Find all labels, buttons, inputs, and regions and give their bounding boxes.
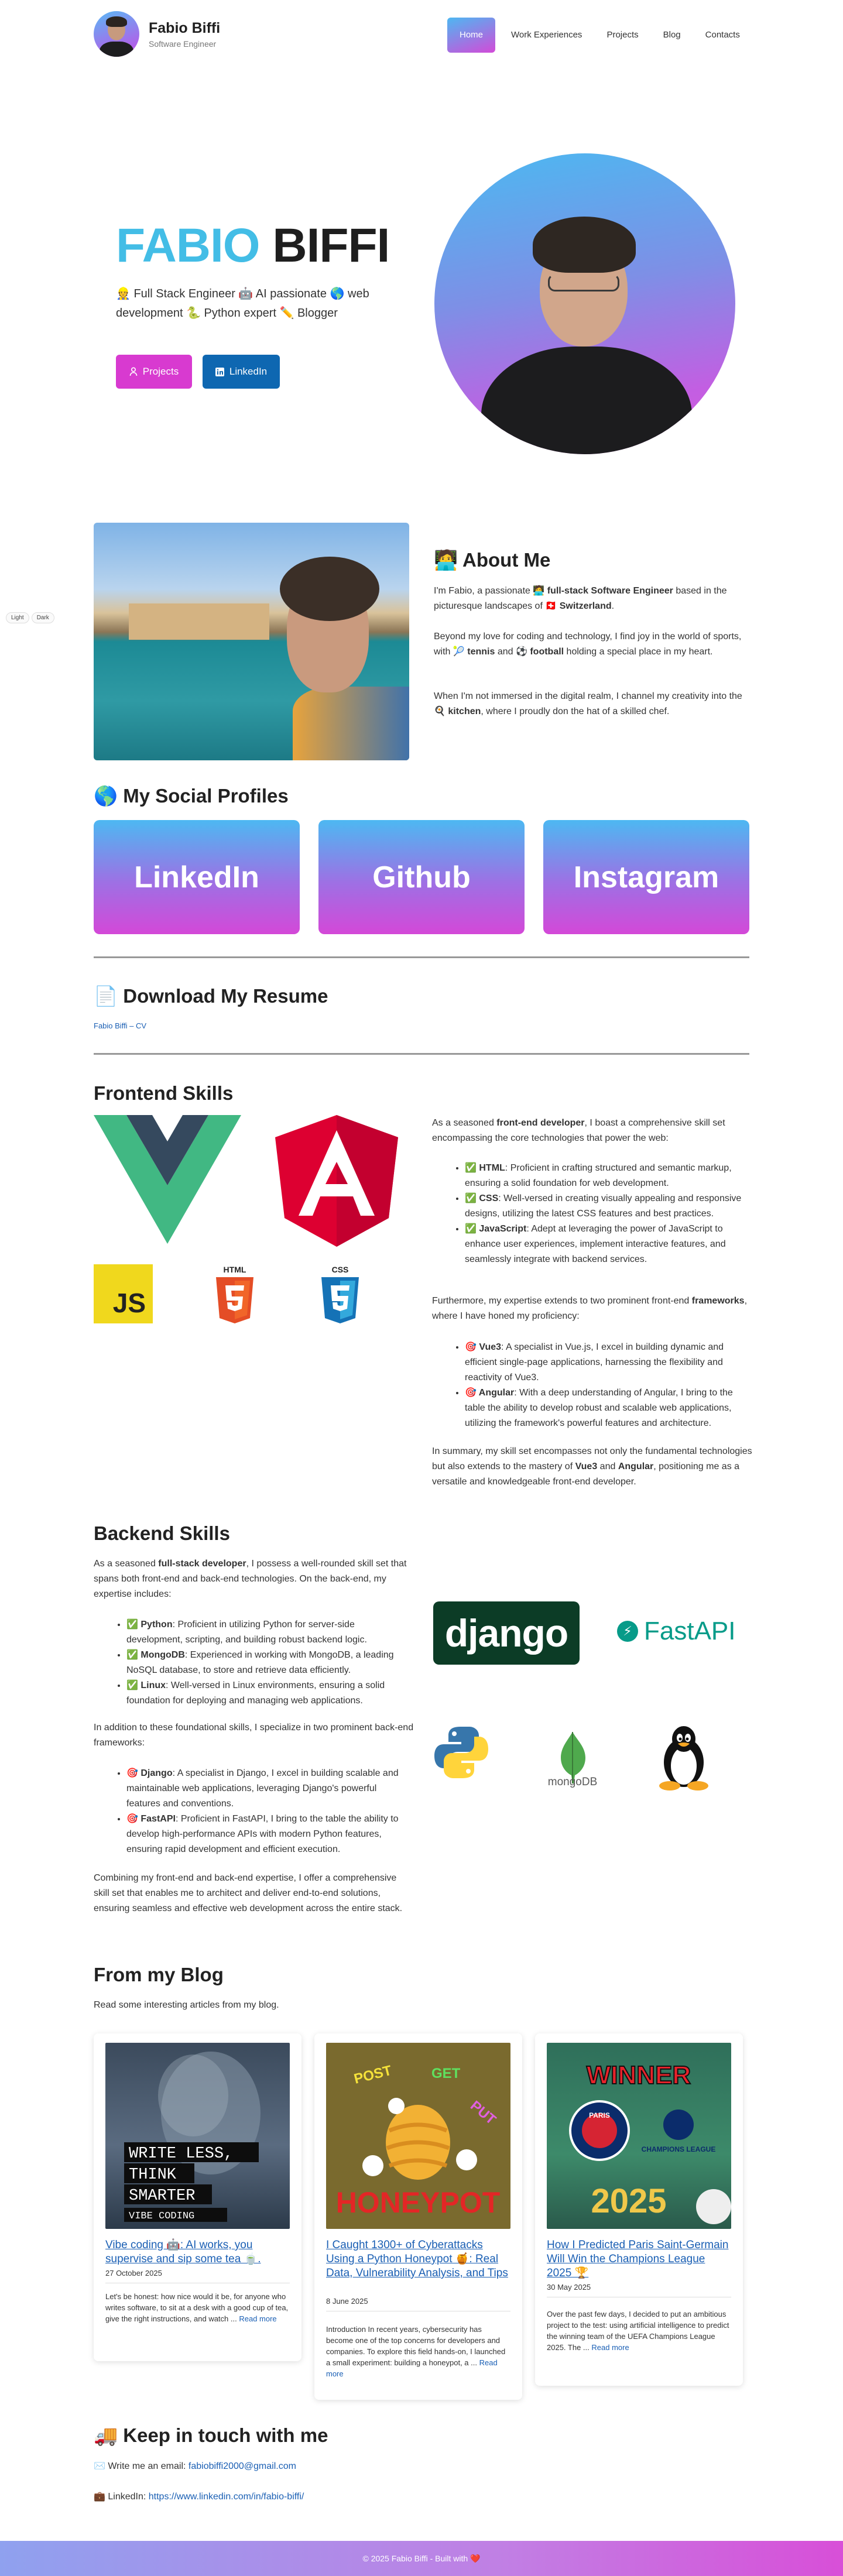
contact-linkedin-row: 💼 LinkedIn: https://www.linkedin.com/in/fabio-biffi/ — [94, 2492, 304, 2502]
about-title: 🧑‍💻 About Me — [434, 549, 551, 571]
theme-toggle — [6, 612, 54, 623]
linkedin-button-label: LinkedIn — [229, 366, 268, 377]
about-paragraph-2: Beyond my love for coding and technology, I find joy in the world of sports, with 🎾 tennis and ⚽ football holding a special place in my heart. — [434, 632, 742, 657]
blog-post-title[interactable]: Vibe coding 🤖: AI works, you supervise and sip some tea 🍵. — [105, 2239, 261, 2265]
person-icon — [129, 367, 138, 376]
blog-card[interactable] — [94, 2033, 301, 2361]
nav-home[interactable]: Home — [447, 18, 495, 53]
list-item: • 🎯 FastAPI: Proficient in FastAPI, I bring to the table the ability to develop high-performance APIs with modern Python features, ensuring rapid development and efficient execution. — [126, 1812, 412, 1857]
fastapi-logo-icon — [617, 1617, 736, 1646]
frontend-summary: In summary, my skill set encompasses not only the fundamental technologies but also extends to the mastery of Vue3 and Angular, positioning me as a versatile and knowledgeable front-end developer. — [432, 1446, 752, 1487]
social-card-linkedin[interactable]: LinkedIn — [94, 820, 300, 934]
blog-card[interactable] — [314, 2033, 522, 2400]
blog-image-text: POST — [352, 2062, 393, 2087]
css3-logo-icon — [319, 1264, 361, 1326]
social-card-instagram[interactable]: Instagram — [543, 820, 749, 934]
blog-post-summary: Let's be honest: how nice would it be, for anyone who writes software, to sit at a desk with a good cup of tea, give the right instructions, and watch ... Read more — [105, 2292, 289, 2323]
theme-dark-button[interactable]: Dark — [32, 612, 54, 623]
hero-subtitle: 👷 Full Stack Engineer 🤖 AI passionate 🌎 web development 🐍 Python expert ✏️ Blogger — [116, 287, 369, 320]
brand-role: Software Engineer — [149, 39, 217, 49]
frontend-title: Frontend Skills — [94, 1082, 234, 1104]
backend-core-list — [126, 1617, 412, 1709]
about-photo — [94, 523, 409, 760]
blog-image-text: HONEYPOT — [335, 2186, 501, 2219]
brand[interactable] — [94, 11, 220, 57]
list-item: • 🎯 Angular: With a deep understanding of Angular, I bring to the table the ability to develop robust and scalable web applications, utilizing the framework's powerful features and architecture. — [465, 1385, 753, 1431]
projects-button[interactable] — [116, 355, 192, 389]
blog-post-date: 8 June 2025 — [326, 2297, 368, 2306]
blog-image-text: PARIS — [589, 2111, 610, 2119]
resume-title: 📄 Download My Resume — [94, 985, 328, 1007]
blog-image-text: 2025 — [591, 2182, 667, 2220]
read-more-link[interactable]: Read more — [591, 2343, 629, 2352]
list-item: • ✅ Linux: Well-versed in Linux environments, ensuring a solid foundation for deploying and managing web applications. — [126, 1678, 412, 1709]
nav-work-experiences[interactable]: Work Experiences — [511, 30, 582, 40]
blog-post-summary: Introduction In recent years, cybersecurity has become one of the top concerns for developers and companies. To explore this field hands-on, I launched a small experiment: building a honeypot, a ... Read more — [326, 2325, 506, 2378]
list-item: • ✅ JavaScript: Adept at leveraging the power of JavaScript to enhance user experiences, implement interactive features, and seamlessly integrate with backend services. — [465, 1222, 745, 1267]
blog-post-date: 30 May 2025 — [547, 2283, 591, 2292]
blog-image-text: GET — [431, 2066, 461, 2081]
blog-image-text: SMARTER — [129, 2187, 196, 2205]
blog-subtitle: Read some interesting articles from my blog. — [94, 2000, 279, 2010]
linkedin-button[interactable] — [203, 355, 280, 389]
blog-image-text: PUT — [467, 2097, 499, 2128]
list-item: • 🎯 Vue3: A specialist in Vue.js, I excel in building dynamic and efficient single-page applications, harnessing the flexibility and reactivity of Vue3. — [465, 1340, 753, 1385]
divider — [94, 1053, 749, 1055]
linux-tux-icon — [656, 1724, 712, 1790]
nav-projects[interactable]: Projects — [606, 30, 639, 40]
read-more-link[interactable]: Read more — [239, 2314, 277, 2323]
blog-image-text: THINK — [129, 2166, 177, 2184]
angular-logo-icon — [275, 1115, 398, 1247]
frontend-mid: Furthermore, my expertise extends to two prominent front-end frameworks, where I have honed my proficiency: — [432, 1296, 748, 1321]
social-card-github[interactable]: Github — [318, 820, 525, 934]
lightning-icon: ⚡ — [617, 1621, 638, 1642]
blog-post-title[interactable]: How I Predicted Paris Saint-Germain Will Win the Champions League 2025 🏆 — [547, 2239, 729, 2279]
blog-post-date: 27 October 2025 — [105, 2269, 162, 2277]
backend-intro: As a seasoned full-stack developer, I possess a well-rounded skill set that spans both front-end and back-end technologies. On the back-end, my expertise includes: — [94, 1559, 407, 1599]
blog-image-honeypot — [326, 2043, 510, 2229]
list-item: • ✅ Python: Proficient in utilizing Python for server-side development, scripting, and building robust backend logic. — [126, 1617, 412, 1648]
blog-image-champions-league — [547, 2043, 731, 2229]
about-paragraph-3: When I'm not immersed in the digital realm, I channel my creativity into the 🍳 kitchen, where I proudly don the hat of a skilled chef. — [434, 691, 742, 716]
fastapi-logo-text: FastAPI — [644, 1617, 736, 1645]
email-link[interactable]: fabiobiffi2000@gmail.com — [188, 2461, 296, 2471]
social-title: 🌎 My Social Profiles — [94, 785, 289, 807]
list-item: • 🎯 Django: A specialist in Django, I excel in building scalable and maintainable web applications, leveraging Django's powerful features and conventions. — [126, 1766, 412, 1812]
list-item: • ✅ CSS: Well-versed in creating visually appealing and responsive designs, utilizing the latest CSS features and best practices. — [465, 1191, 745, 1222]
theme-light-button[interactable]: Light — [6, 612, 29, 623]
nav-contacts[interactable]: Contacts — [705, 30, 740, 40]
django-logo-icon: django — [433, 1601, 580, 1665]
main-nav — [447, 18, 752, 53]
blog-card[interactable] — [535, 2033, 743, 2386]
list-item: • ✅ HTML: Proficient in crafting structured and semantic markup, ensuring a solid foundation for web development. — [465, 1161, 745, 1191]
brand-name: Fabio Biffi — [149, 19, 221, 36]
hero-first-name: FABIO — [116, 219, 260, 272]
blog-title: From my Blog — [94, 1964, 224, 1985]
linkedin-profile-link[interactable]: https://www.linkedin.com/in/fabio-biffi/ — [148, 2492, 304, 2502]
javascript-logo-icon: JS — [94, 1264, 153, 1323]
backend-title: Backend Skills — [94, 1522, 230, 1544]
backend-framework-list — [126, 1766, 412, 1857]
html-logo-text: HTML — [223, 1265, 246, 1274]
blog-image-text: WINNER — [586, 2061, 691, 2090]
frontend-framework-list — [465, 1340, 753, 1431]
hero-portrait — [434, 153, 735, 454]
divider — [94, 956, 749, 958]
blog-image-text: CHAMPIONS LEAGUE — [641, 2145, 716, 2153]
backend-mid: In addition to these foundational skills, I specialize in two prominent back-end frameworks: — [94, 1723, 414, 1748]
projects-button-label: Projects — [142, 366, 179, 377]
resume-download-link[interactable]: Fabio Biffi – CV — [94, 1021, 147, 1030]
contact-title: 🚚 Keep in touch with me — [94, 2424, 328, 2446]
hero-title — [116, 218, 389, 273]
vue-logo-icon — [94, 1115, 241, 1244]
blog-post-summary: Over the past few days, I decided to put an ambitious project to the test: using artificial intelligence to predict the winning team of the UEFA Champions League 2025. The ... Read more — [547, 2310, 729, 2352]
html5-logo-icon — [214, 1264, 256, 1326]
backend-summary: Combining my front-end and back-end expertise, I offer a comprehensive skill set that enables me to architect and deliver end-to-end solutions, ensuring seamless and effective web development across the entire stack. — [94, 1873, 403, 1913]
read-more-link[interactable]: Read more — [326, 2358, 498, 2378]
nav-blog[interactable]: Blog — [663, 30, 681, 40]
blog-post-title[interactable]: I Caught 1300+ of Cyberattacks Using a Python Honeypot 🍯: Real Data, Vulnerability Analysis, and Tips — [326, 2239, 508, 2279]
python-logo-icon — [433, 1724, 489, 1781]
css-logo-text: CSS — [331, 1265, 349, 1274]
avatar — [94, 11, 139, 57]
contact-email-row: ✉️ Write me an email: fabiobiffi2000@gmail.com — [94, 2461, 296, 2471]
frontend-intro: As a seasoned front-end developer, I boast a comprehensive skill set encompassing the core technologies that power the web: — [432, 1118, 725, 1143]
blog-image-text: VIBE CODING — [129, 2211, 195, 2222]
blog-image-text: WRITE LESS, — [129, 2145, 234, 2163]
hero-last-name: BIFFI — [272, 219, 390, 272]
list-item: • ✅ MongoDB: Experienced in working with MongoDB, a leading NoSQL database, to store and retrieve data efficiently. — [126, 1648, 412, 1678]
mongodb-logo-text: mongoDB — [547, 1776, 598, 1788]
site-footer — [0, 2541, 843, 2576]
linkedin-icon — [215, 368, 224, 376]
footer-text: © 2025 Fabio Biffi - Built with ❤️ — [362, 2553, 481, 2563]
blog-image-vibe-coding — [105, 2043, 290, 2229]
site-header — [0, 0, 843, 69]
frontend-core-list — [465, 1161, 745, 1267]
about-paragraph-1: I'm Fabio, a passionate 🧑‍💻 full-stack Software Engineer based in the picturesque landscapes of 🇨🇭 Switzerland. — [434, 586, 727, 611]
